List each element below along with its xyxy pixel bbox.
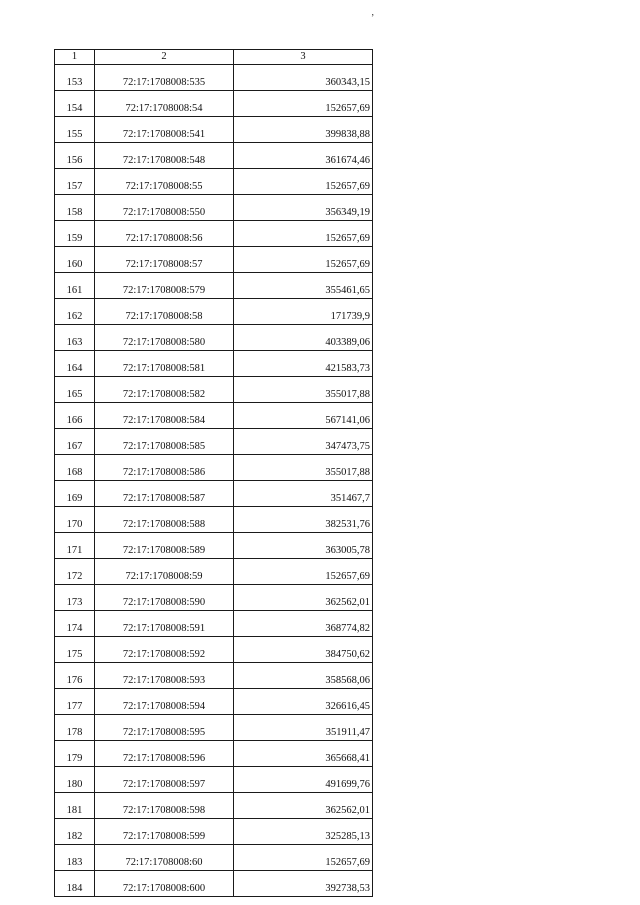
table-row	[55, 299, 373, 325]
row-number-cell: 180	[55, 767, 95, 793]
cadastral-number-cell: 72:17:1708008:55	[95, 169, 234, 195]
table-row	[55, 611, 373, 637]
cadastral-value-cell: 356349,19	[234, 195, 373, 221]
cadastral-value-cell: 491699,76	[234, 767, 373, 793]
cadastral-number-cell: 72:17:1708008:58	[95, 299, 234, 325]
table-row	[55, 845, 373, 871]
cadastral-number-cell: 72:17:1708008:598	[95, 793, 234, 819]
cadastral-number-cell: 72:17:1708008:582	[95, 377, 234, 403]
row-number-cell: 161	[55, 273, 95, 299]
row-number-cell: 167	[55, 429, 95, 455]
cadastral-value-cell: 358568,06	[234, 663, 373, 689]
cadastral-value-cell: 362562,01	[234, 585, 373, 611]
row-number-cell: 160	[55, 247, 95, 273]
row-number-cell: 169	[55, 481, 95, 507]
table-row	[55, 325, 373, 351]
cadastral-value-cell: 392738,53	[234, 871, 373, 897]
table-row	[55, 221, 373, 247]
cadastral-number-cell: 72:17:1708008:594	[95, 689, 234, 715]
cadastral-number-cell: 72:17:1708008:599	[95, 819, 234, 845]
cadastral-value-cell: 382531,76	[234, 507, 373, 533]
row-number-cell: 164	[55, 351, 95, 377]
table-row	[55, 637, 373, 663]
table-row	[55, 351, 373, 377]
row-number-cell: 165	[55, 377, 95, 403]
cadastral-number-cell: 72:17:1708008:587	[95, 481, 234, 507]
cadastral-number-cell: 72:17:1708008:586	[95, 455, 234, 481]
cadastral-number-cell: 72:17:1708008:57	[95, 247, 234, 273]
cadastral-number-cell: 72:17:1708008:595	[95, 715, 234, 741]
table-row	[55, 767, 373, 793]
table-row	[55, 429, 373, 455]
cadastral-number-cell: 72:17:1708008:584	[95, 403, 234, 429]
cadastral-number-cell: 72:17:1708008:54	[95, 91, 234, 117]
table-row	[55, 273, 373, 299]
column-header-value: 3	[234, 50, 373, 65]
cadastral-number-cell: 72:17:1708008:550	[95, 195, 234, 221]
cadastral-value-cell: 152657,69	[234, 247, 373, 273]
cadastral-value-cell: 325285,13	[234, 819, 373, 845]
row-number-cell: 181	[55, 793, 95, 819]
table-row	[55, 377, 373, 403]
cadastral-value-cell: 152657,69	[234, 559, 373, 585]
cadastral-value-cell: 567141,06	[234, 403, 373, 429]
row-number-cell: 168	[55, 455, 95, 481]
cadastral-value-cell: 347473,75	[234, 429, 373, 455]
row-number-cell: 162	[55, 299, 95, 325]
row-number-cell: 179	[55, 741, 95, 767]
cadastral-number-cell: 72:17:1708008:60	[95, 845, 234, 871]
row-number-cell: 175	[55, 637, 95, 663]
row-number-cell: 156	[55, 143, 95, 169]
row-number-cell: 183	[55, 845, 95, 871]
table-row	[55, 819, 373, 845]
row-number-cell: 166	[55, 403, 95, 429]
table-row	[55, 481, 373, 507]
cadastral-value-cell: 326616,45	[234, 689, 373, 715]
cadastral-value-cell: 171739,9	[234, 299, 373, 325]
cadastral-number-cell: 72:17:1708008:535	[95, 65, 234, 91]
row-number-cell: 182	[55, 819, 95, 845]
table-row	[55, 169, 373, 195]
row-number-cell: 154	[55, 91, 95, 117]
cadastral-number-cell: 72:17:1708008:590	[95, 585, 234, 611]
row-number-cell: 158	[55, 195, 95, 221]
row-number-cell: 155	[55, 117, 95, 143]
table-row	[55, 585, 373, 611]
cadastral-number-cell: 72:17:1708008:585	[95, 429, 234, 455]
row-number-cell: 159	[55, 221, 95, 247]
table-row	[55, 195, 373, 221]
cadastral-value-cell: 355461,65	[234, 273, 373, 299]
table-row	[55, 741, 373, 767]
table-header-row	[55, 50, 373, 65]
cadastral-number-cell: 72:17:1708008:588	[95, 507, 234, 533]
cadastral-value-cell: 368774,82	[234, 611, 373, 637]
cadastral-value-cell: 361674,46	[234, 143, 373, 169]
cadastral-number-cell: 72:17:1708008:592	[95, 637, 234, 663]
cadastral-number-cell: 72:17:1708008:59	[95, 559, 234, 585]
cadastral-value-cell: 152657,69	[234, 91, 373, 117]
cadastral-number-cell: 72:17:1708008:579	[95, 273, 234, 299]
row-number-cell: 172	[55, 559, 95, 585]
cadastral-value-cell: 351911,47	[234, 715, 373, 741]
table-body	[55, 65, 373, 897]
table-row	[55, 65, 373, 91]
row-number-cell: 184	[55, 871, 95, 897]
cadastral-value-cell: 351467,7	[234, 481, 373, 507]
cadastral-value-cell: 152657,69	[234, 845, 373, 871]
table-row	[55, 663, 373, 689]
cadastral-value-table	[54, 49, 373, 897]
cadastral-value-cell: 152657,69	[234, 221, 373, 247]
row-number-cell: 171	[55, 533, 95, 559]
cadastral-value-cell: 355017,88	[234, 377, 373, 403]
table-row	[55, 689, 373, 715]
row-number-cell: 173	[55, 585, 95, 611]
row-number-cell: 163	[55, 325, 95, 351]
cadastral-number-cell: 72:17:1708008:589	[95, 533, 234, 559]
page-mark: ’	[371, 13, 375, 24]
cadastral-number-cell: 72:17:1708008:541	[95, 117, 234, 143]
cadastral-number-cell: 72:17:1708008:596	[95, 741, 234, 767]
cadastral-value-cell: 355017,88	[234, 455, 373, 481]
table-row	[55, 247, 373, 273]
cadastral-value-cell: 384750,62	[234, 637, 373, 663]
row-number-cell: 174	[55, 611, 95, 637]
table-row	[55, 793, 373, 819]
table-row	[55, 507, 373, 533]
table-row	[55, 91, 373, 117]
cadastral-value-cell: 363005,78	[234, 533, 373, 559]
table-row	[55, 533, 373, 559]
table-row	[55, 117, 373, 143]
cadastral-number-cell: 72:17:1708008:591	[95, 611, 234, 637]
cadastral-value-cell: 399838,88	[234, 117, 373, 143]
column-header-cadastral-number: 2	[95, 50, 234, 65]
table-row	[55, 143, 373, 169]
row-number-cell: 176	[55, 663, 95, 689]
column-header-number: 1	[55, 50, 95, 65]
table-row	[55, 455, 373, 481]
cadastral-value-cell: 421583,73	[234, 351, 373, 377]
row-number-cell: 170	[55, 507, 95, 533]
row-number-cell: 178	[55, 715, 95, 741]
row-number-cell: 157	[55, 169, 95, 195]
cadastral-number-cell: 72:17:1708008:548	[95, 143, 234, 169]
cadastral-value-cell: 152657,69	[234, 169, 373, 195]
cadastral-value-cell: 360343,15	[234, 65, 373, 91]
table-row	[55, 559, 373, 585]
cadastral-number-cell: 72:17:1708008:56	[95, 221, 234, 247]
cadastral-value-cell: 365668,41	[234, 741, 373, 767]
row-number-cell: 153	[55, 65, 95, 91]
cadastral-value-cell: 362562,01	[234, 793, 373, 819]
cadastral-number-cell: 72:17:1708008:600	[95, 871, 234, 897]
cadastral-number-cell: 72:17:1708008:581	[95, 351, 234, 377]
cadastral-number-cell: 72:17:1708008:580	[95, 325, 234, 351]
table-row	[55, 871, 373, 897]
table-row	[55, 403, 373, 429]
cadastral-number-cell: 72:17:1708008:597	[95, 767, 234, 793]
cadastral-value-cell: 403389,06	[234, 325, 373, 351]
cadastral-number-cell: 72:17:1708008:593	[95, 663, 234, 689]
table-row	[55, 715, 373, 741]
row-number-cell: 177	[55, 689, 95, 715]
